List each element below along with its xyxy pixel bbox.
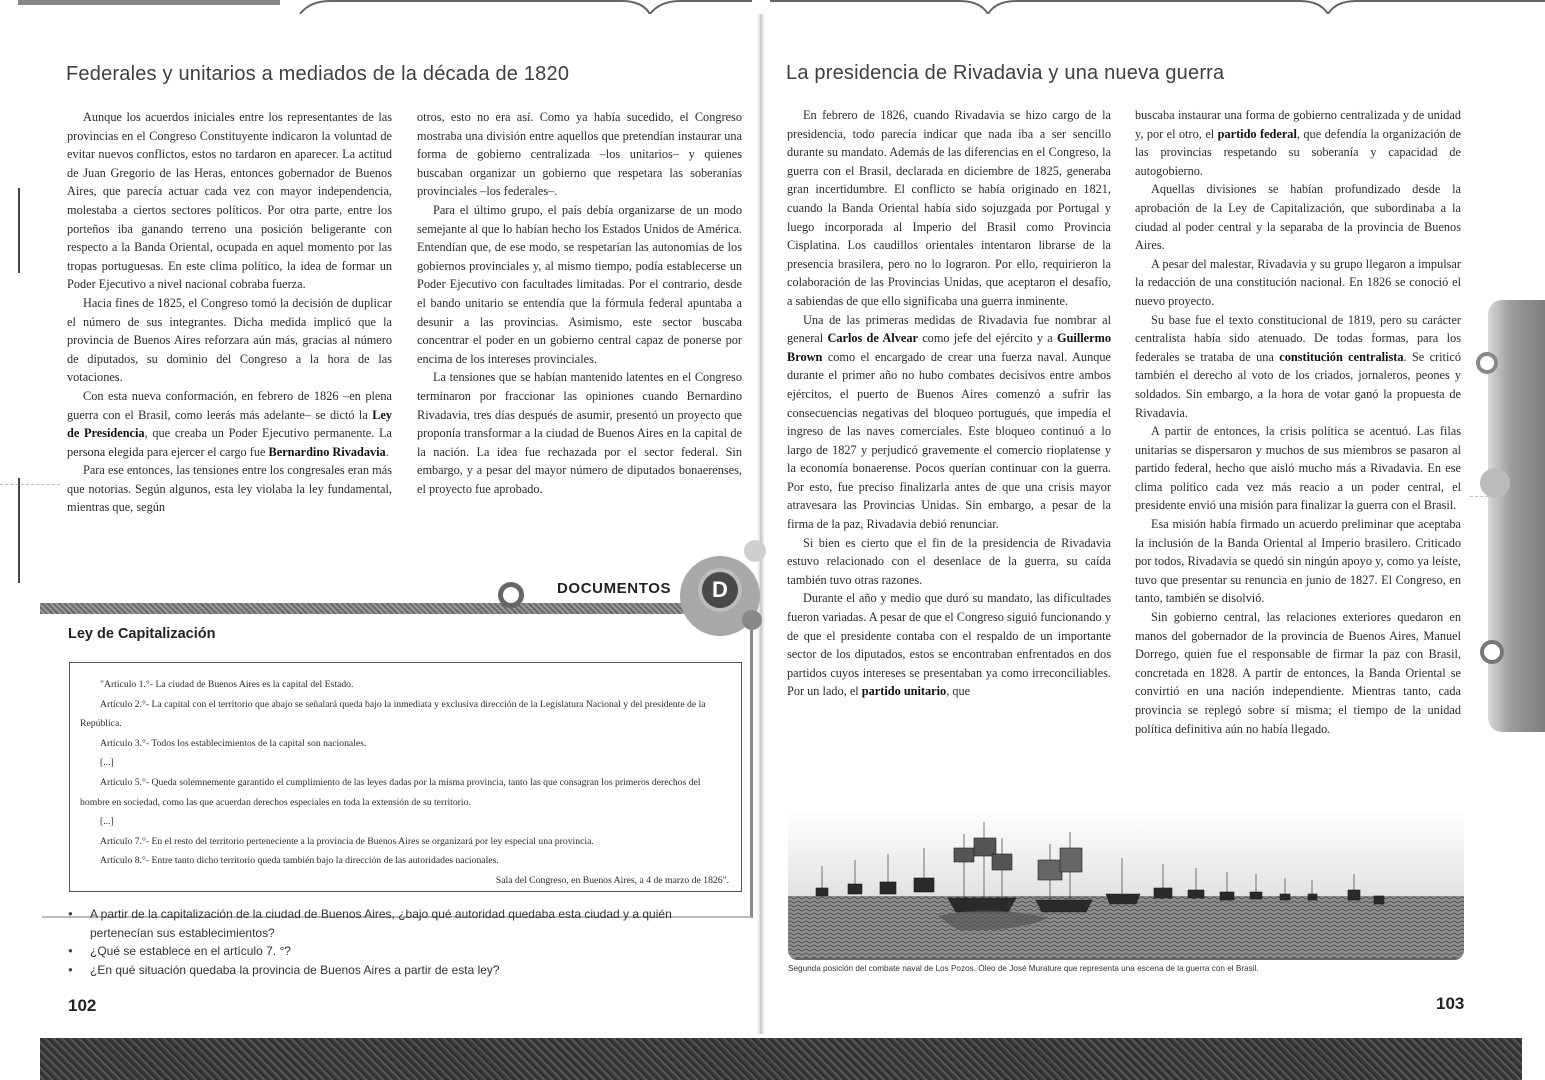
paragraph: A pesar del malestar, Rivadavia y su grupo llegaron a impulsar la redacción de una constitución nacional. En 1826 se conoció el nuevo proyecto. xyxy=(1135,256,1461,308)
law-article: Artículo 7.°- En el resto del territorio perteneciente a la provincia de Buenos Aires se organizará por ley especial una provincia. xyxy=(100,835,594,847)
left-text-column-2 xyxy=(417,108,742,498)
book-gutter xyxy=(757,14,765,1034)
page-title-left: Federales y unitarios a mediados de la década de 1820 xyxy=(66,63,570,85)
paragraph: Esa misión había firmado un acuerdo preliminar que aceptaba la inclusión de la Banda Oriental al Imperio brasilero. Criticado por todos, Rivadavia se quedó sin ningún apoyo y, como ya leíste, tuvo que presentar su renuncia en junio de 1827. El Congreso, en tanto, también se disolvió. xyxy=(1135,517,1461,606)
top-decorative-band xyxy=(0,0,1545,14)
law-signature-line: Sala del Congreso, en Buenos Aires, a 4 de marzo de 1826". xyxy=(495,874,729,886)
documents-stripe xyxy=(40,603,742,614)
ellipsis: [...] xyxy=(100,757,114,769)
key-term: Carlos de Alvear xyxy=(827,331,918,346)
document-title: Ley de Capitalización xyxy=(68,626,216,642)
paragraph: A partir de entonces, la crisis política se acentuó. Las filas unitarias se dispersaron y muchos de sus miembros se pasaron al partido federal, hecho que aisló mucho más a Rivadavia. En ese clima político cada vez más reacio a un poder central, el presidente envió una misión para finalizar la guerra con el Brasil. xyxy=(1135,424,1461,513)
question-item: ● ¿Qué se establece en el artículo 7. °? xyxy=(68,942,728,961)
paragraph: Durante el año y medio que duró su mandato, las dificultades fueron variadas. A pesar de que el Congreso siguió funcionando y de que el presidente contaba con el respaldo de un importante sector de los diputados, estos se encontraban enfrentados en dos partidos cuyos intereses se presentaban ya como irreconciliables. Por un lado, el partido unitario, que xyxy=(787,591,1111,699)
law-quote-box xyxy=(69,662,742,892)
paragraph: Su base fue el texto constitucional de 1819, pero su carácter centralista había sido atenuado. De todas formas, para los federales se trataba de una constitución centralista. Se criticó también el derecho al voto de los criados, jornaleros, peones y soldados. Sin embargo, a la hora de votar ganó la propuesta de Rivadavia. xyxy=(1135,312,1461,420)
key-term: Bernardino Rivadavia xyxy=(268,444,386,459)
margin-line xyxy=(18,478,20,583)
paragraph: Para ese entonces, las tensiones entre los congresales eran más que notorias. Según algunos, esta ley violaba la ley fundamental, mientras que, según xyxy=(67,463,392,515)
margin-line xyxy=(18,188,20,273)
image-caption: Segunda posición del combate naval de Los Pozos. Óleo de José Murature que representa una escena de la guerra con el Brasil. xyxy=(788,964,1259,973)
law-article: Artículo 5.°- Queda solemnemente garantido el cumplimiento de las leyes dadas por la misma provincia, tanto las que consagran los primeros derechos del hombre en sociedad, como las que acuerdan derechos especiales en toda la extensión de su territorio. xyxy=(80,776,701,808)
paragraph: Hacia fines de 1825, el Congreso tomó la decisión de duplicar el número de sus integrantes. Dicha medida implicó que la provincia de Buenos Aires reforzara aún más, gracias al número de diputados, su dominio del Congreso a la hora de las votaciones. xyxy=(67,295,392,385)
key-term: Ley de Presidencia xyxy=(67,407,392,441)
right-text-column-1 xyxy=(787,106,1111,701)
paragraph: otros, esto no era así. Como ya había sucedido, el Congreso mostraba una división entre aquellos que pretendían instaurar una forma de gobierno centralizada –los unitarios– y quienes buscaban organizar un gobierno que respetara las soberanías provinciales –los federales–. xyxy=(417,110,742,199)
documents-label: DOCUMENTOS xyxy=(557,580,672,597)
decorative-circle xyxy=(1480,468,1510,498)
paragraph: Con esta nueva conformación, en febrero de 1826 –en plena guerra con el Brasil, como leerás más adelante– se dictó la Ley de Presidencia, que creaba un Poder Ejecutivo permanente. La persona elegida para ejercer el cargo fue Bernardino Rivadavia. xyxy=(67,388,392,459)
paragraph: En febrero de 1826, cuando Rivadavia se hizo cargo de la presidencia, todo parecía indicar que nada iba a ser sencillo durante su mandato. Además de las diferencias en el Congreso, la guerra con el Brasil, declarada en diciembre de 1825, generaba gran incertidumbre. El conflicto se había originado en 1821, cuando la Banda Oriental había sido sojuzgada por Portugal y luego incorporada al Imperio del Brasil como Provincia Cisplatina. Los caudillos orientales intentaron librarse de la presencia brasilera, pero no lo lograron. Por ello, requirieron la colaboración de las Provincias Unidas, que aceptaron el desafío, a sabiendas de que ello significaba una guerra inminente. xyxy=(787,108,1111,308)
paragraph: Sin gobierno central, las relaciones exteriores quedaron en manos del gobernador de la provincia de Buenos Aires, Manuel Dorrego, quien fue el responsable de firmar la paz con Brasil, concretada en 1828. A partir de entonces, la Banda Oriental se convirtió en una nación independiente. Mientras tanto, cada provincia se replegó sobre sí misma; el tiempo de la unidad política definitiva aún no había llegado. xyxy=(1135,610,1461,736)
naval-battle-painting xyxy=(788,808,1464,960)
scan-dash-line xyxy=(0,484,60,485)
right-text-column-2 xyxy=(1135,106,1461,738)
paragraph: La tensiones que se habían mantenido latentes en el Congreso terminaron por fraccionar las opiniones cuando Bernardino Rivadavia, tres días después de asumir, presentó un proyecto que proponía transformar a la ciudad de Buenos Aires en la capital de la nación. La idea fue rechazada por el sector federal. Sin embargo, y a pesar del mayor número de diputados bonaerenses, el proyecto fue aprobado. xyxy=(417,370,742,496)
paragraph: buscaba instaurar una forma de gobierno centralizada y de unidad y, por el otro, el partido federal, que defendía la organización de las provincias respetando su soberanía y capacidad de autogobierno. xyxy=(1135,108,1461,178)
key-term: constitución centralista xyxy=(1279,349,1404,364)
question-item: ● A partir de la capitalización de la ciudad de Buenos Aires, ¿bajo qué autoridad quedaba esta ciudad y a quién pertenecían sus establecimientos? xyxy=(68,905,728,942)
paragraph: Para el último grupo, el país debía organizarse de un modo semejante al que lo habían hecho los Estados Unidos de América. Entendían que, de ese modo, se respetarían las autonomías de los gobiernos provinciales y, al mismo tiempo, podía establecerse un Poder Ejecutivo con facultades limitadas. Por el contrario, desde el bando unitario se entendía que la fórmula federal apuntaba a desunir a las provincias. Asimismo, este sector buscaba concentrar el poder en un gobierno central capaz de ponerse por encima de los intereses provinciales. xyxy=(417,202,742,366)
law-article: Artículo 2.°- La capital con el territorio que abajo se señalará queda bajo la inmediata y exclusiva dirección de la Legislatura Nacional y del presidente de la República. xyxy=(80,698,706,730)
page-title-right: La presidencia de Rivadavia y una nueva guerra xyxy=(786,62,1225,84)
decorative-circle xyxy=(498,582,524,608)
ellipsis: [...] xyxy=(100,816,114,828)
decorative-circle xyxy=(1476,352,1498,374)
paragraph: Si bien es cierto que el fin de la presidencia de Rivadavia estuvo relacionado con el desenlace de la guerra, su caída también tuvo otras razones. xyxy=(787,535,1111,587)
paragraph: Aquellas divisiones se habían profundizado desde la aprobación de la Ley de Capitalización, que subordinaba a la ciudad al poder central y la separaba de la provincia de Buenos Aires. xyxy=(1135,182,1461,253)
law-article: Artículo 8.°- Entre tanto dicho territorio queda también bajo la dirección de las autoridades nacionales. xyxy=(100,855,499,867)
key-term: partido federal xyxy=(1217,126,1297,141)
left-text-column-1 xyxy=(67,108,392,517)
decorative-circle xyxy=(1480,640,1504,664)
question-item: ● ¿En qué situación quedaba la provincia de Buenos Aires a partir de esta ley? xyxy=(68,961,728,980)
law-article: Artículo 3.°- Todos los establecimientos de la capital son nacionales. xyxy=(100,737,367,749)
documents-badge: D xyxy=(698,568,742,612)
page-number-left: 102 xyxy=(68,996,97,1015)
bottom-decorative-band xyxy=(40,1038,1522,1080)
paragraph: Una de las primeras medidas de Rivadavia fue nombrar al general Carlos de Alvear como jefe del ejército y a Guillermo Brown como el encargado de crear una fuerza naval. Aunque durante el primer año no hubo combates decisivos entre ambos ejércitos, el puerto de Buenos Aires comenzó a sufrir las consecuencias negativas del bloqueo portugués, que impedía el ingreso de las naves comerciales. Este bloqueo continuó a lo largo de 1827 y perjudicó gravemente el comercio rioplatense y la economía bonaerense. Pocos querían continuar con la guerra. Por esto, fue preciso finalizarla antes de que una crisis mayor atravesara las Provincias Unidas. Sin embargo, a pesar de la firma de la paz, Rivadavia debió renunciar. xyxy=(787,312,1111,532)
paragraph: Aunque los acuerdos iniciales entre los representantes de las provincias en el Congreso Constituyente indicaron la voluntad de evitar nuevos conflictos, estos no tardaron en aparecer. La actitud de Juan Gregorio de las Heras, entonces gobernador de Buenos Aires, que parecía actuar cada vez con mayor independencia, molestaba a ciertos sectores políticos. Por otra parte, entre los porteños iba ganando terreno una posición beligerante con respecto a la Banda Oriental, ocupada en aquel momento por las tropas portuguesas. En este clima político, la idea de formar un Poder Ejecutivo a nivel nacional cobraba fuerza. xyxy=(67,110,392,292)
law-article: "Artículo 1.°- La ciudad de Buenos Aires es la capital del Estado. xyxy=(100,679,354,690)
key-term: partido unitario xyxy=(861,684,947,699)
page-number-right: 103 xyxy=(1436,994,1465,1013)
decorative-circle xyxy=(744,540,766,562)
activity-questions xyxy=(68,905,728,979)
key-term: Guillermo Brown xyxy=(787,331,1111,364)
